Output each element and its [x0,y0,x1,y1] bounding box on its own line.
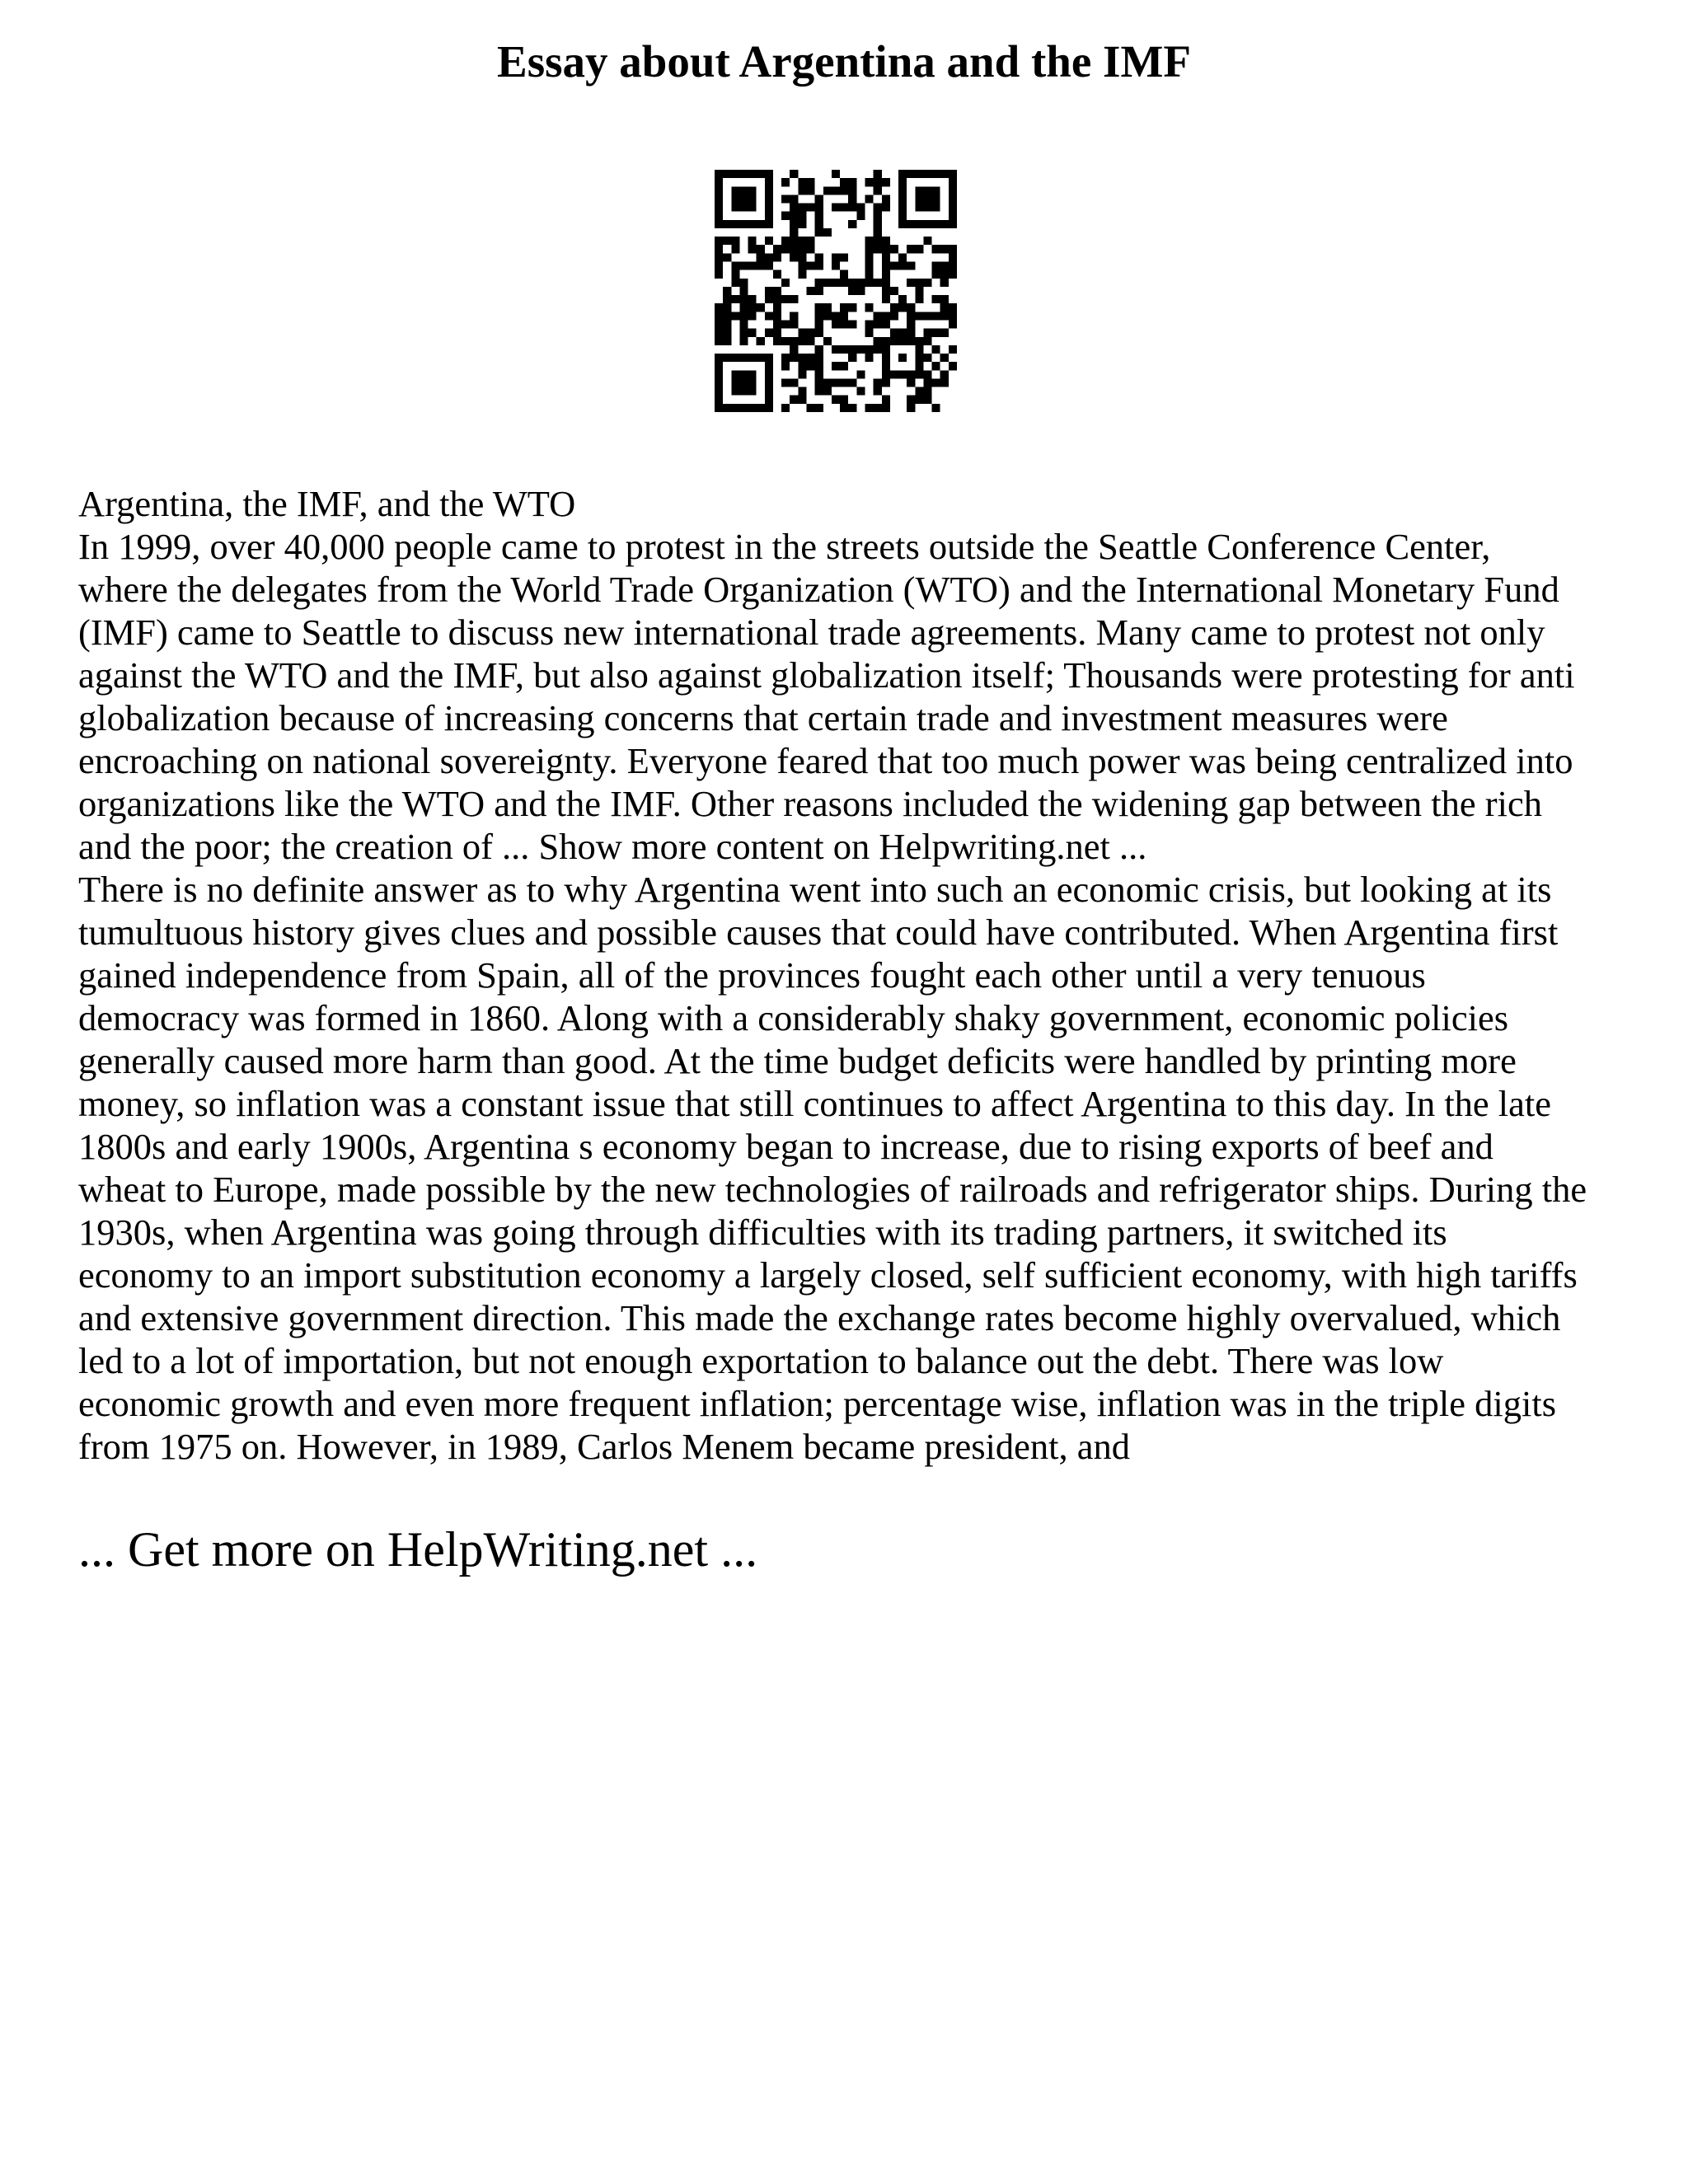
essay-line: generally caused more harm than good. At the time budget deficits were handled by printing more [78,1040,1517,1081]
essay-line: and extensive government direction. This made the exchange rates become highly overvalued, which [78,1297,1561,1338]
essay-line: gained independence from Spain, all of the provinces fought each other until a very tenuous [78,954,1426,996]
essay-line: democracy was formed in 1860. Along with a considerably shaky government, economic policies [78,997,1509,1038]
qr-code-icon [715,170,957,412]
essay-line: Argentina, the IMF, and the WTO [78,483,576,524]
essay-line: where the delegates from the World Trade Organization (WTO) and the International Monetary Fund [78,569,1559,610]
essay-line: In 1999, over 40,000 people came to protest in the streets outside the Seattle Conference Center, [78,526,1491,567]
essay-line: against the WTO and the IMF, but also against globalization itself; Thousands were protesting for anti [78,654,1575,696]
essay-line: led to a lot of importation, but not enough exportation to balance out the debt. There was low [78,1340,1444,1381]
get-more-link[interactable]: ... Get more on HelpWriting.net ... [78,1522,758,1577]
essay-line: from 1975 on. However, in 1989, Carlos Menem became president, and [78,1426,1131,1467]
essay-line: 1930s, when Argentina was going through difficulties with its trading partners, it switched its [78,1212,1447,1253]
essay-line: money, so inflation was a constant issue that still continues to affect Argentina to this day. In the late [78,1083,1552,1124]
essay-line: economy to an import substitution economy a largely closed, self sufficient economy, with high tariffs [78,1254,1578,1296]
essay-line: economic growth and even more frequent inflation; percentage wise, inflation was in the triple digits [78,1383,1557,1424]
essay-line[interactable]: and the poor; the creation of ... Show more content on Helpwriting.net ... [78,826,1147,867]
essay-line: There is no definite answer as to why Argentina went into such an economic crisis, but looking at its [78,869,1552,910]
essay-line: globalization because of increasing concerns that certain trade and investment measures were [78,697,1448,738]
essay-line: organizations like the WTO and the IMF. Other reasons included the widening gap between the rich [78,783,1542,824]
essay-line: encroaching on national sovereignty. Everyone feared that too much power was being centralized into [78,740,1573,781]
page-title: Essay about Argentina and the IMF [497,36,1191,87]
essay-line: tumultuous history gives clues and possible causes that could have contributed. When Argentina first [78,912,1559,953]
essay-line: wheat to Europe, made possible by the new technologies of railroads and refrigerator ships. During the [78,1169,1587,1210]
essay-body [78,482,1587,1468]
essay-line: 1800s and early 1900s, Argentina s economy began to increase, due to rising exports of beef and [78,1126,1493,1167]
essay-line: (IMF) came to Seattle to discuss new international trade agreements. Many came to protest not only [78,612,1545,653]
